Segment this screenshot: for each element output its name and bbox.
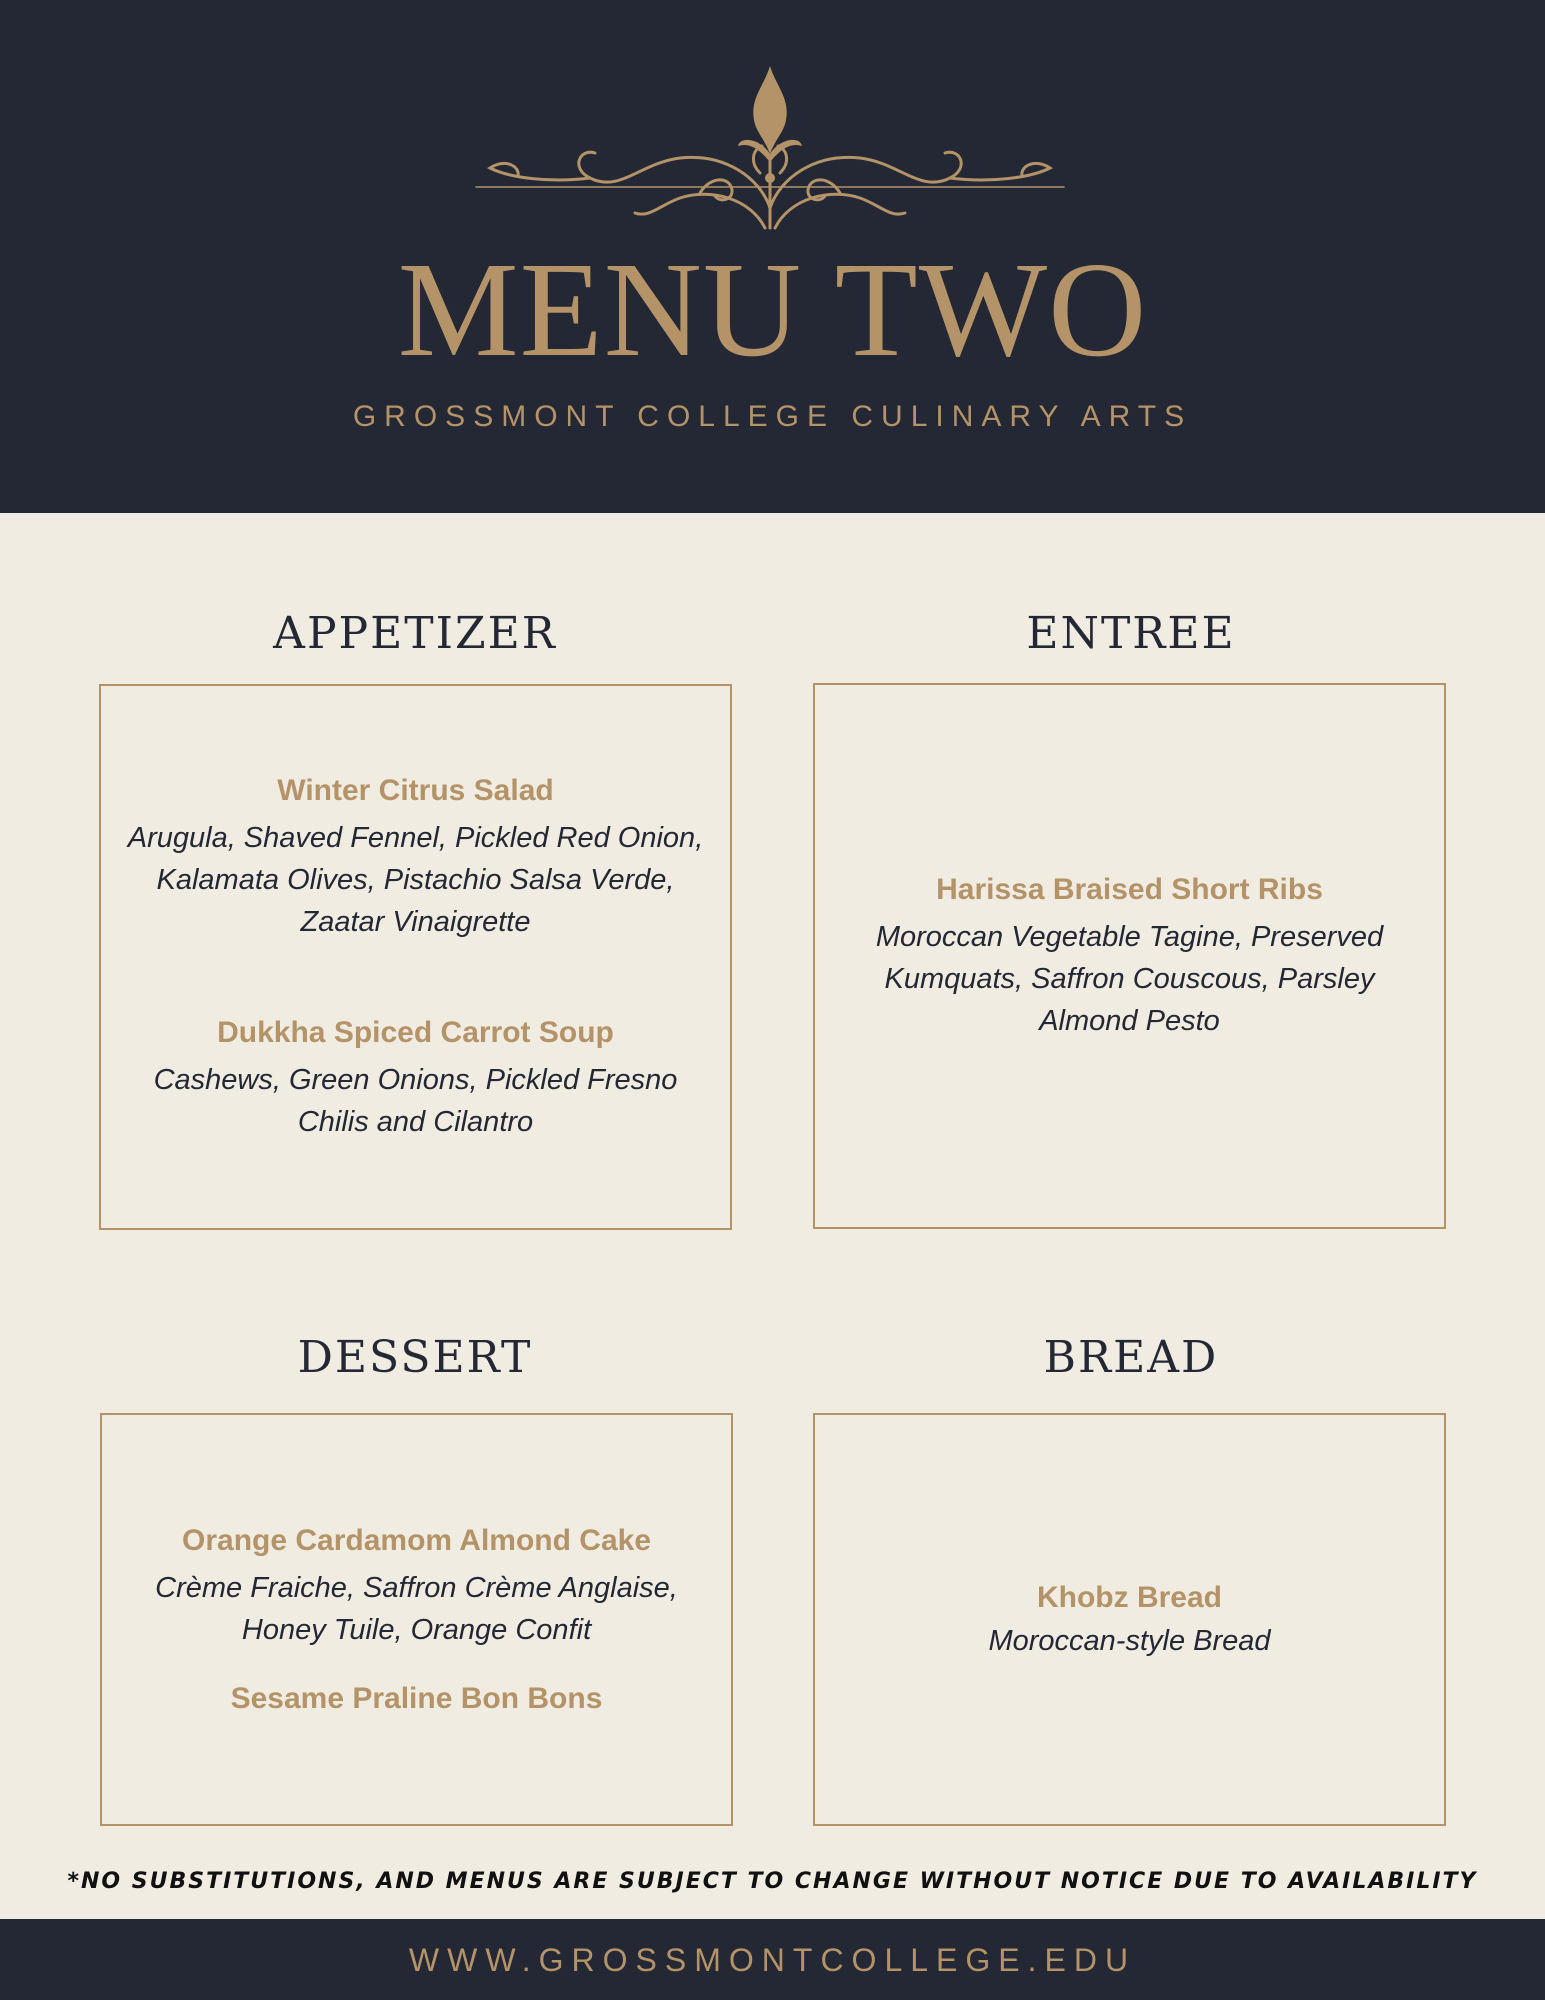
item-description: Moroccan-style Bread xyxy=(988,1624,1271,1657)
item-name: Winter Citrus Salad xyxy=(277,774,554,807)
menu-item xyxy=(231,1679,603,1719)
menu-subtitle: GROSSMONT COLLEGE CULINARY ARTS xyxy=(352,400,1193,433)
item-name: Orange Cardamom Almond Cake xyxy=(182,1523,651,1557)
item-description: Arugula, Shaved Fennel, Pickled Red Onion, Kalamata Olives, Pistachio Salsa Verde, Zaatar Vinaigrette xyxy=(127,822,704,938)
menu-item xyxy=(128,771,704,943)
menu-item xyxy=(988,1578,1270,1662)
menu-title: MENU TWO xyxy=(397,235,1148,385)
appetizer-box xyxy=(99,684,732,1230)
item-description: Cashews, Green Onions, Pickled Fresno Chilis and Cilantro xyxy=(153,1064,678,1138)
flourish-ornament-icon xyxy=(470,58,1070,238)
menu-item xyxy=(155,1521,678,1651)
disclaimer-text: *NO SUBSTITUTIONS, AND MENUS ARE SUBJECT TO CHANGE WITHOUT NOTICE DUE TO AVAILABILITY xyxy=(67,1869,1478,1894)
dessert-heading: DESSERT xyxy=(297,1332,533,1383)
menu-item xyxy=(154,1013,678,1143)
footer-url-link[interactable]: WWW.GROSSMONTCOLLEGE.EDU xyxy=(408,1942,1137,1978)
menu-item xyxy=(876,870,1383,1042)
entree-box xyxy=(813,683,1446,1229)
header-banner xyxy=(0,0,1545,513)
bread-heading: BREAD xyxy=(1043,1332,1219,1383)
entree-heading: ENTREE xyxy=(1026,608,1236,659)
item-name: Sesame Praline Bon Bons xyxy=(230,1681,603,1715)
dessert-box xyxy=(100,1413,733,1826)
item-description: Moroccan Vegetable Tagine, Preserved Kumquats, Saffron Couscous, Parsley Almond Pesto xyxy=(875,921,1384,1037)
footer-banner xyxy=(0,1919,1545,2000)
item-name: Harissa Braised Short Ribs xyxy=(936,873,1323,906)
item-name: Khobz Bread xyxy=(1036,1580,1222,1614)
appetizer-heading: APPETIZER xyxy=(273,608,557,659)
item-name: Dukkha Spiced Carrot Soup xyxy=(217,1016,614,1049)
bread-box xyxy=(813,1413,1446,1826)
item-description: Crème Fraiche, Saffron Crème Anglaise, Honey Tuile, Orange Confit xyxy=(155,1571,678,1646)
